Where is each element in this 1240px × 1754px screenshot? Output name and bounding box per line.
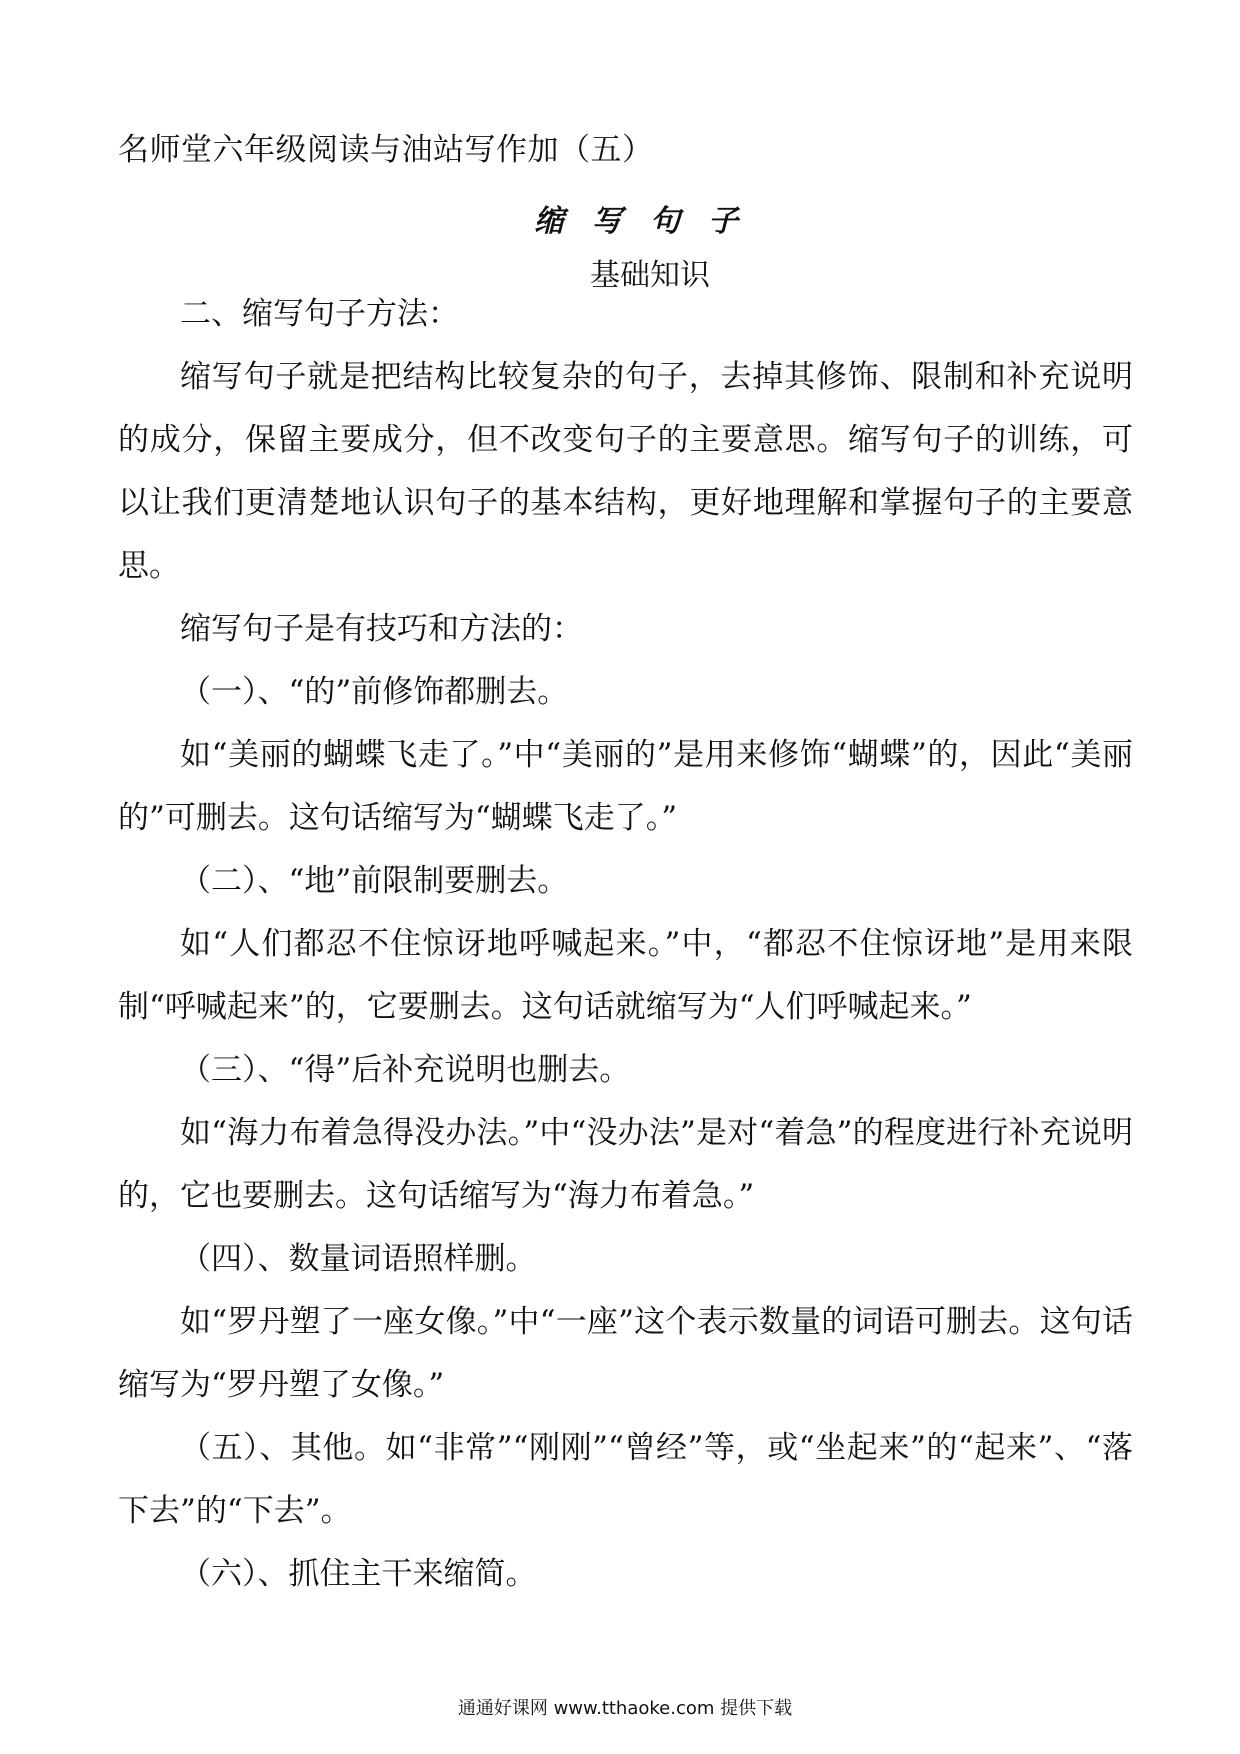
paragraph-rule-6: （六）、抓住主干来缩简。 bbox=[180, 1556, 537, 1592]
paragraph-example-1: 如“美丽的蝴蝶飞走了。”中“美丽的”是用来修饰“蝴蝶”的，因此“美丽的”可删去。这句话缩写为“蝴蝶飞走了。” bbox=[118, 737, 1133, 836]
paragraph-rule-3: （三）、“得”后补充说明也删去。 bbox=[180, 1052, 631, 1088]
page-footer: 通通好课网 www.tthaoke.com 提供下载 bbox=[457, 1698, 793, 1719]
series-title: 名师堂六年级阅读与油站写作加（五） bbox=[118, 132, 654, 168]
paragraph-example-4: 如“罗丹塑了一座女像。”中“一座”这个表示数量的词语可删去。这句话缩写为“罗丹塑了女像。” bbox=[118, 1304, 1133, 1403]
paragraph-rule-4: （四）、数量词语照样删。 bbox=[180, 1241, 537, 1277]
document-title: 缩写句子 bbox=[534, 204, 766, 239]
paragraph-rule-5: （五）、其他。如“非常”“刚刚”“曾经”等，或“坐起来”的“起来”、“落下去”的“下去”。 bbox=[118, 1430, 1133, 1529]
paragraph-example-2: 如“人们都忍不住惊讶地呼喊起来。”中，“都忍不住惊讶地”是用来限制“呼喊起来”的，它要删去。这句话就缩写为“人们呼喊起来。” bbox=[118, 926, 1133, 1025]
paragraph-rule-1: （一）、“的”前修饰都删去。 bbox=[180, 674, 569, 710]
paragraph-techniques-intro: 缩写句子是有技巧和方法的： bbox=[180, 611, 583, 647]
paragraph-example-3: 如“海力布着急得没办法。”中“没办法”是对“着急”的程度进行补充说明的，它也要删去。这句话缩写为“海力布着急。” bbox=[118, 1115, 1133, 1214]
paragraph-definition: 缩写句子就是把结构比较复杂的句子，去掉其修饰、限制和补充说明的成分，保留主要成分，但不改变句子的主要意思。缩写句子的训练，可以让我们更清楚地认识句子的基本结构，更好地理解和掌握句子的主要意思。 bbox=[118, 359, 1133, 584]
paragraph-rule-2: （二）、“地”前限制要删去。 bbox=[180, 863, 569, 899]
section-subtitle: 基础知识 bbox=[590, 258, 710, 293]
paragraph-method-heading: 二、缩写句子方法： bbox=[180, 296, 459, 332]
body-text bbox=[118, 283, 1133, 1606]
